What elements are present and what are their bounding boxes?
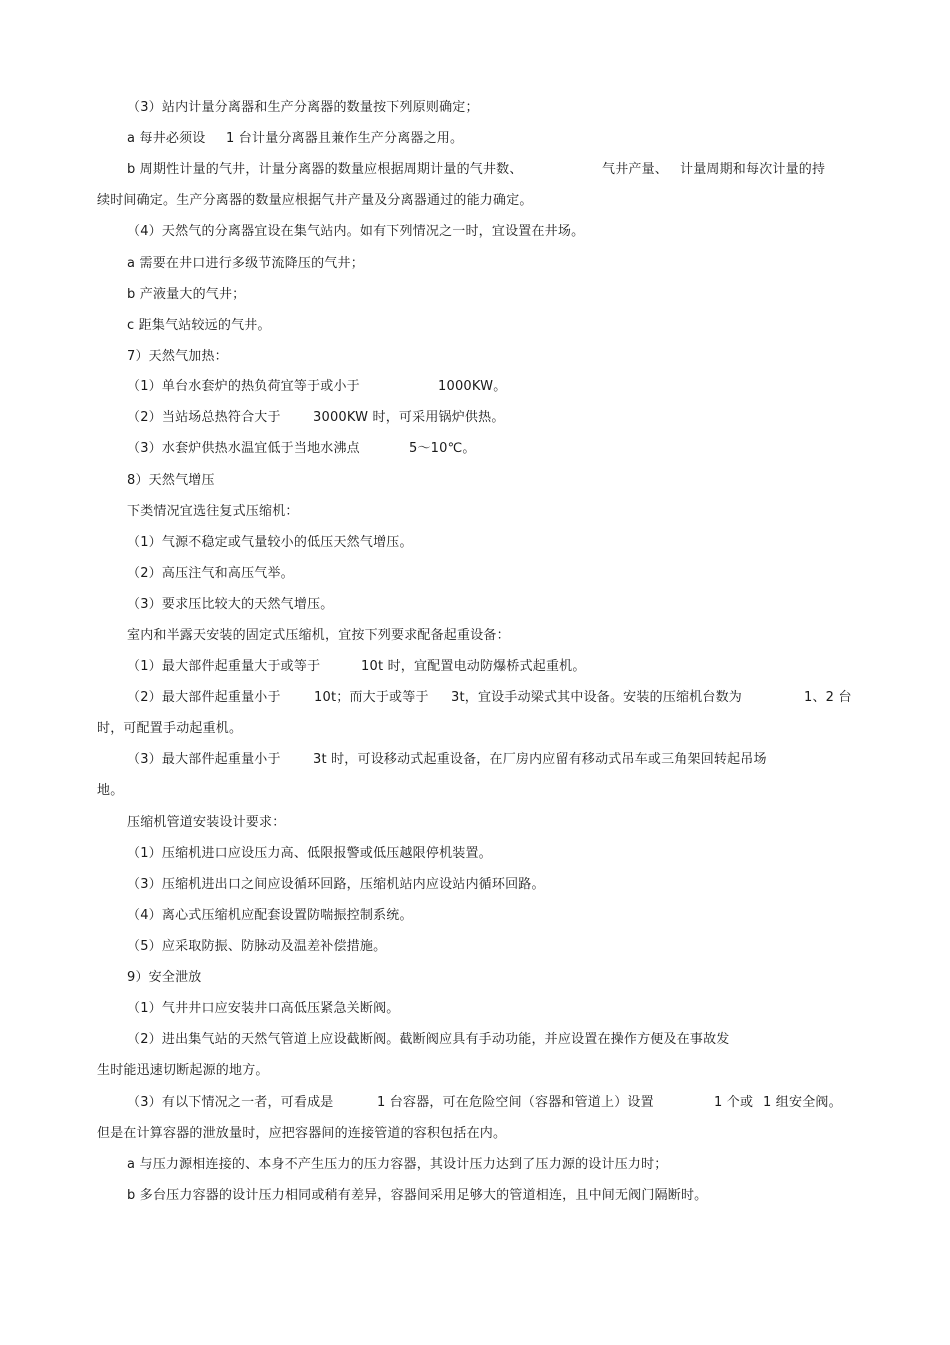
text-segment: a 每井必须设 — [127, 131, 206, 146]
text-segment: 3000KW 时，可采用锅炉供热。 — [313, 410, 505, 425]
text-segment: b 周期性计量的气井，计量分离器的数量应根据周期计量的气井数、 — [127, 162, 523, 177]
text-line: 地。 — [97, 783, 124, 798]
text-line: （4）天然气的分离器宜设在集气站内。如有下列情况之一时，宜设置在井场。 — [127, 224, 585, 239]
text-line: b 产液量大的气井； — [127, 287, 246, 302]
text-line: 7）天然气加热： — [127, 349, 228, 364]
text-line: （2）高压注气和高压气举。 — [127, 566, 294, 581]
text-line: 生时能迅速切断起源的地方。 — [97, 1063, 269, 1078]
text-segment: 1 台计量分离器且兼作生产分离器之用。 — [226, 131, 464, 146]
text-line: （1）压缩机进口应设压力高、低限报警或低压越限停机装置。 — [127, 846, 492, 861]
text-line: a 需要在井口进行多级节流降压的气井； — [127, 256, 364, 271]
text-line: 下类情况宜选往复式压缩机： — [127, 504, 299, 519]
text-segment: 5～10℃。 — [409, 441, 476, 456]
text-segment: 10t 时，宜配置电动防爆桥式起重机。 — [361, 659, 586, 674]
text-segment: 计量周期和每次计量的持 — [680, 162, 826, 177]
text-segment: （2）当站场总热符合大于 — [127, 410, 281, 425]
text-line: （3）压缩机进出口之间应设循环回路，压缩机站内应设站内循环回路。 — [127, 877, 545, 892]
text-line: b 多台压力容器的设计压力相同或稍有差异，容器间采用足够大的管道相连，且中间无阀门隔断时。 — [127, 1188, 708, 1203]
text-segment: 气井产量、 — [602, 162, 669, 177]
text-line: （3）要求压比较大的天然气增压。 — [127, 597, 334, 612]
text-segment: 1 个或 — [714, 1095, 754, 1110]
text-segment: （3）有以下情况之一者，可看成是 — [127, 1095, 334, 1110]
text-segment: 1000KW。 — [438, 379, 507, 394]
text-segment: （1）最大部件起重量大于或等于 — [127, 659, 321, 674]
text-segment: 10t；而大于或等于 — [314, 690, 429, 705]
text-line: （4）离心式压缩机应配套设置防喘振控制系统。 — [127, 908, 413, 923]
text-line: 8）天然气增压 — [127, 473, 215, 488]
text-line: a 与压力源相连接的、本身不产生压力的压力容器，其设计压力达到了压力源的设计压力时； — [127, 1157, 668, 1172]
text-segment: （2）最大部件起重量小于 — [127, 690, 281, 705]
text-segment: （1）单台水套炉的热负荷宜等于或小于 — [127, 379, 360, 394]
text-line: （1）气源不稳定或气量较小的低压天然气增压。 — [127, 535, 413, 550]
text-line: （5）应采取防振、防脉动及温差补偿措施。 — [127, 939, 387, 954]
text-segment: 3t，宜设手动梁式其中设备。安装的压缩机台数为 — [451, 690, 742, 705]
text-segment: 1 组安全阀。 — [763, 1095, 842, 1110]
text-line: （1）气井井口应安装井口高低压紧急关断阀。 — [127, 1001, 400, 1016]
text-line: （3）站内计量分离器和生产分离器的数量按下列原则确定； — [127, 100, 479, 115]
text-line: 时，可配置手动起重机。 — [97, 721, 243, 736]
text-segment: 3t 时，可设移动式起重设备，在厂房内应留有移动式吊车或三角架回转起吊场 — [313, 752, 767, 767]
text-line: 但是在计算容器的泄放量时，应把容器间的连接管道的容积包括在内。 — [97, 1126, 507, 1141]
text-segment: 1、2 台 — [804, 690, 852, 705]
text-segment: 1 台容器，可在危险空间（容器和管道上）设置 — [377, 1095, 654, 1110]
text-line: 9）安全泄放 — [127, 970, 202, 985]
text-line: 续时间确定。生产分离器的数量应根据气井产量及分离器通过的能力确定。 — [97, 193, 533, 208]
text-segment: （3）水套炉供热水温宜低于当地水沸点 — [127, 441, 360, 456]
text-line: 室内和半露天安装的固定式压缩机，宜按下列要求配备起重设备： — [127, 628, 510, 643]
text-line: （2）进出集气站的天然气管道上应设截断阀。截断阀应具有手动功能，并应设置在操作方便及在事故发 — [127, 1032, 730, 1047]
text-line: c 距集气站较远的气井。 — [127, 318, 271, 333]
text-segment: （3）最大部件起重量小于 — [127, 752, 281, 767]
text-line: 压缩机管道安装设计要求： — [127, 815, 286, 830]
